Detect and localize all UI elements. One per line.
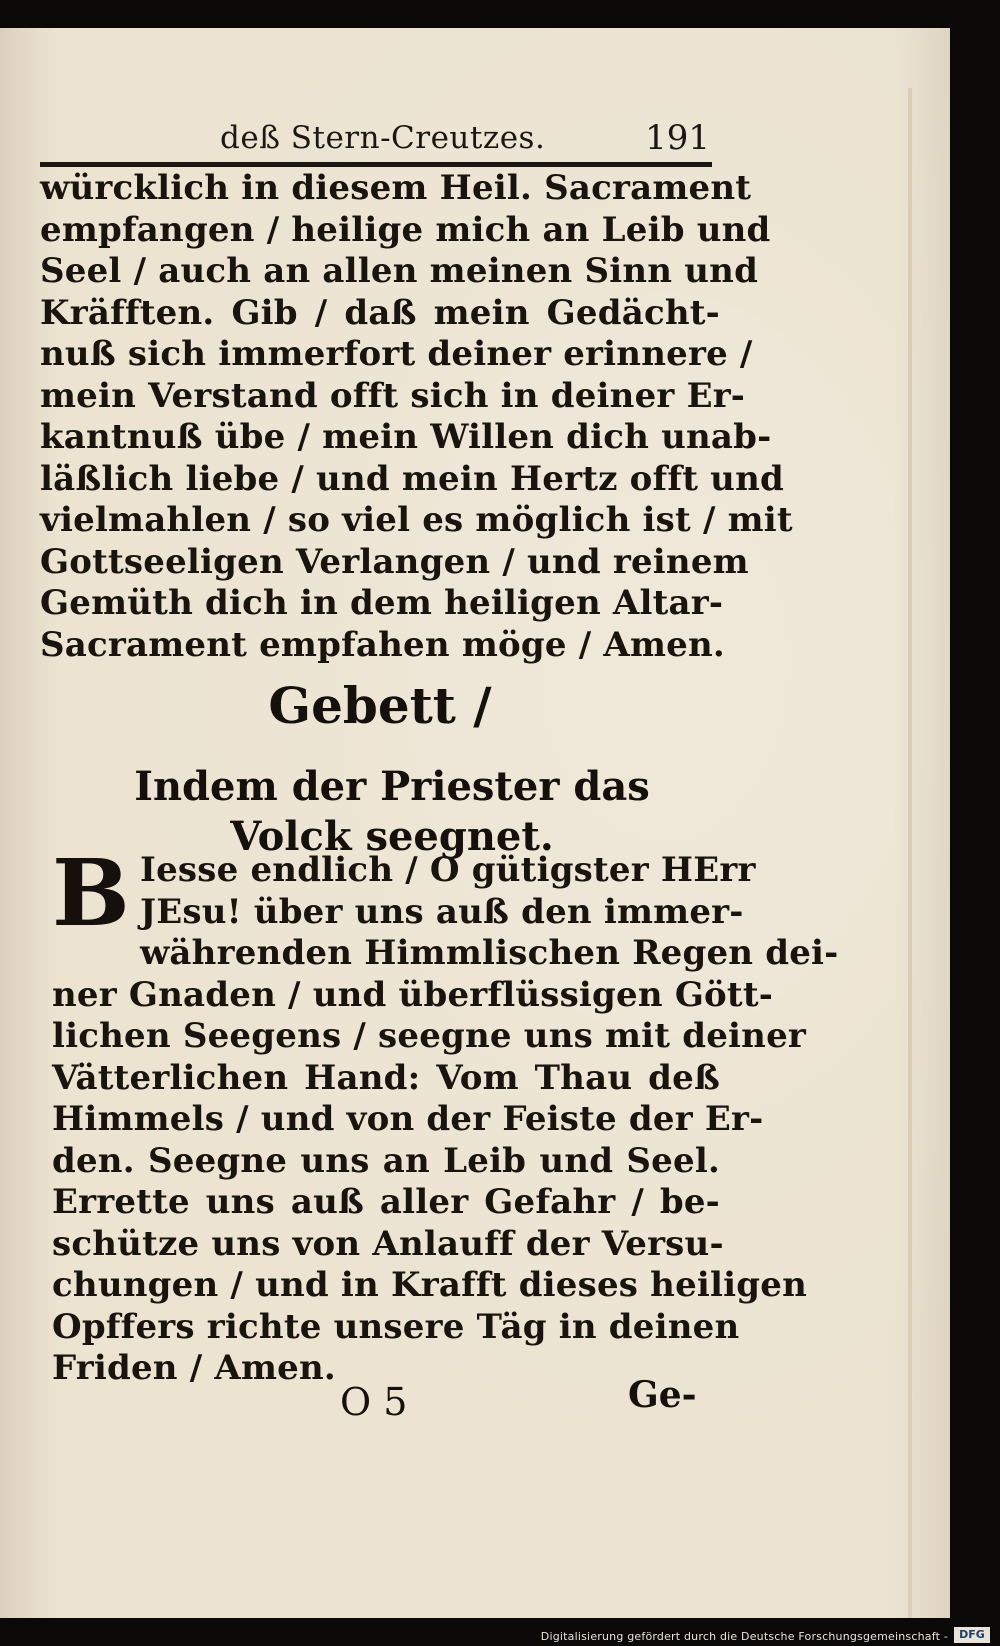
text-line: würcklich in diesem Heil. Sacrament — [40, 168, 752, 208]
text-line: Opffers richte unsere Täg in deinen — [52, 1306, 740, 1347]
section-subheading: Indem der Priester das Volck seegnet. — [134, 763, 650, 860]
page-number: 191 — [645, 118, 710, 158]
text-line: kantnuß übe / mein Willen dich unab- — [40, 417, 772, 457]
text-line: Sacrament empfahen möge / Amen. — [40, 624, 725, 665]
text-line: währenden Himmlischen Regen dei- — [139, 933, 839, 973]
text-line: nuß sich immerfort deiner erinnere / — [40, 334, 753, 374]
prayer-paragraph-1 — [40, 168, 793, 666]
footer-credit: Digitalisierung gefördert durch die Deutsche Forschungsgemeinschaft - — [540, 1630, 948, 1643]
text-line: chungen / und in Krafft dieses heiligen — [52, 1265, 807, 1305]
section-heading: Gebett / — [268, 676, 492, 735]
drop-cap: B — [52, 839, 130, 947]
text-line: den. Seegne uns an Leib und Seel. — [52, 1140, 720, 1181]
text-line: schütze uns von Anlauff der Versu- — [52, 1223, 724, 1264]
text-line: läßlich liebe / und mein Hertz offt und — [40, 458, 784, 499]
running-title: deß Stern-Creutzes. — [220, 120, 546, 156]
dfg-logo: DFG — [954, 1627, 990, 1643]
prayer-paragraph-2 — [52, 839, 839, 1390]
text-line: Friden / Amen. — [52, 1348, 336, 1388]
text-line: JEsu! über uns auß den immer- — [139, 891, 744, 932]
text-line: Gemüth dich in dem heiligen Altar- — [40, 583, 724, 623]
text-line: empfangen / heilige mich an Leib und — [40, 209, 771, 250]
text-line: Iesse endlich / O gütigster HErr — [139, 850, 756, 890]
text-line: vielmahlen / so viel es möglich ist / mit — [40, 500, 793, 540]
text-line: Gottseeligen Verlangen / und reinem — [40, 541, 749, 582]
header-rule — [40, 162, 712, 167]
page-edge — [908, 88, 912, 1623]
text-line: Seel / auch an allen meinen Sinn und — [40, 251, 759, 291]
page-header — [40, 120, 710, 160]
text-line: Kräfften. Gib / daß mein Gedächt- — [40, 292, 720, 333]
catchword: Ge- — [628, 1374, 697, 1416]
signature-mark: O 5 — [340, 1380, 408, 1424]
text-line: Himmels / und von der Feiste der Er- — [52, 1099, 764, 1139]
text-line: ner Gnaden / und überflüssigen Gött- — [52, 974, 774, 1015]
text-line: Errette uns auß aller Gefahr / be- — [52, 1182, 720, 1222]
text-line: Vätterlichen Hand: Vom Thau deß — [52, 1057, 720, 1098]
text-line: lichen Seegens / seegne uns mit deiner — [52, 1016, 807, 1056]
text-line: mein Verstand offt sich in deiner Er- — [40, 375, 746, 416]
